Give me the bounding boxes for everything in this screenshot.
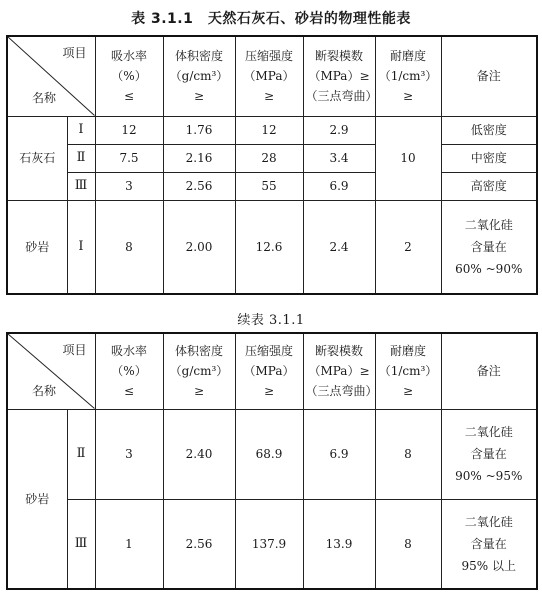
header-absorption: 吸水率 （%） ≤	[95, 36, 163, 116]
compressive-cell: 12	[235, 116, 303, 144]
properties-table	[6, 35, 538, 295]
table-row	[7, 144, 537, 172]
table-header-row	[7, 333, 537, 409]
header-wear: 耐磨度 （1/cm³） ≥	[375, 333, 441, 409]
header-density: 体积密度 （g/cm³） ≥	[163, 36, 235, 116]
grade-cell: Ⅲ	[67, 172, 95, 200]
header-remark: 备注	[441, 333, 537, 409]
header-compressive: 压缩强度 （MPa） ≥	[235, 36, 303, 116]
rupture-cell: 6.9	[303, 172, 375, 200]
density-cell: 1.76	[163, 116, 235, 144]
properties-table-continued	[6, 332, 538, 590]
density-cell: 2.00	[163, 200, 235, 294]
stone-name-sandstone: 砂岩	[7, 409, 67, 589]
rupture-cell: 13.9	[303, 499, 375, 589]
rupture-cell: 2.4	[303, 200, 375, 294]
absorption-cell: 3	[95, 172, 163, 200]
wear-cell: 2	[375, 200, 441, 294]
corner-header-cell	[7, 333, 95, 409]
wear-cell: 8	[375, 409, 441, 499]
density-cell: 2.40	[163, 409, 235, 499]
corner-item-label: 项目	[62, 343, 87, 357]
wear-cell-limestone: 10	[375, 116, 441, 200]
header-density: 体积密度 （g/cm³） ≥	[163, 333, 235, 409]
density-cell: 2.56	[163, 172, 235, 200]
remark-cell: 二氧化硅 含量在 60% ~90%	[441, 200, 537, 294]
grade-cell: Ⅱ	[67, 409, 95, 499]
header-wear: 耐磨度 （1/cm³） ≥	[375, 36, 441, 116]
table-header-row	[7, 36, 537, 116]
corner-item-label: 项目	[62, 46, 87, 60]
header-remark: 备注	[441, 36, 537, 116]
grade-cell: Ⅲ	[67, 499, 95, 589]
header-rupture: 断裂模数 （MPa）≥ （三点弯曲）	[303, 36, 375, 116]
header-rupture: 断裂模数 （MPa）≥ （三点弯曲）	[303, 333, 375, 409]
rupture-cell: 6.9	[303, 409, 375, 499]
remark-cell: 高密度	[441, 172, 537, 200]
compressive-cell: 12.6	[235, 200, 303, 294]
remark-cell: 中密度	[441, 144, 537, 172]
absorption-cell: 12	[95, 116, 163, 144]
remark-cell: 低密度	[441, 116, 537, 144]
table2-title: 续表 3.1.1	[237, 313, 305, 328]
compressive-cell: 28	[235, 144, 303, 172]
grade-cell: Ⅱ	[67, 144, 95, 172]
compressive-cell: 68.9	[235, 409, 303, 499]
table1-title: 表 3.1.1 天然石灰石、砂岩的物理性能表	[131, 11, 411, 27]
absorption-cell: 8	[95, 200, 163, 294]
header-absorption: 吸水率 （%） ≤	[95, 333, 163, 409]
compressive-cell: 137.9	[235, 499, 303, 589]
remark-cell: 二氧化硅 含量在 90% ~95%	[441, 409, 537, 499]
wear-cell: 8	[375, 499, 441, 589]
remark-cell: 二氧化硅 含量在 95% 以上	[441, 499, 537, 589]
absorption-cell: 1	[95, 499, 163, 589]
header-compressive: 压缩强度 （MPa） ≥	[235, 333, 303, 409]
table-row	[7, 116, 537, 144]
table-row	[7, 409, 537, 499]
stone-name-sandstone: 砂岩	[7, 200, 67, 294]
compressive-cell: 55	[235, 172, 303, 200]
grade-cell: Ⅰ	[67, 200, 95, 294]
density-cell: 2.16	[163, 144, 235, 172]
corner-header-cell	[7, 36, 95, 116]
corner-name-label: 名称	[32, 383, 57, 398]
corner-name-label: 名称	[32, 90, 57, 105]
table-row	[7, 499, 537, 589]
stone-name-limestone: 石灰石	[7, 116, 67, 200]
density-cell: 2.56	[163, 499, 235, 589]
grade-cell: Ⅰ	[67, 116, 95, 144]
rupture-cell: 2.9	[303, 116, 375, 144]
absorption-cell: 3	[95, 409, 163, 499]
absorption-cell: 7.5	[95, 144, 163, 172]
table-row	[7, 172, 537, 200]
rupture-cell: 3.4	[303, 144, 375, 172]
table-row	[7, 200, 537, 294]
